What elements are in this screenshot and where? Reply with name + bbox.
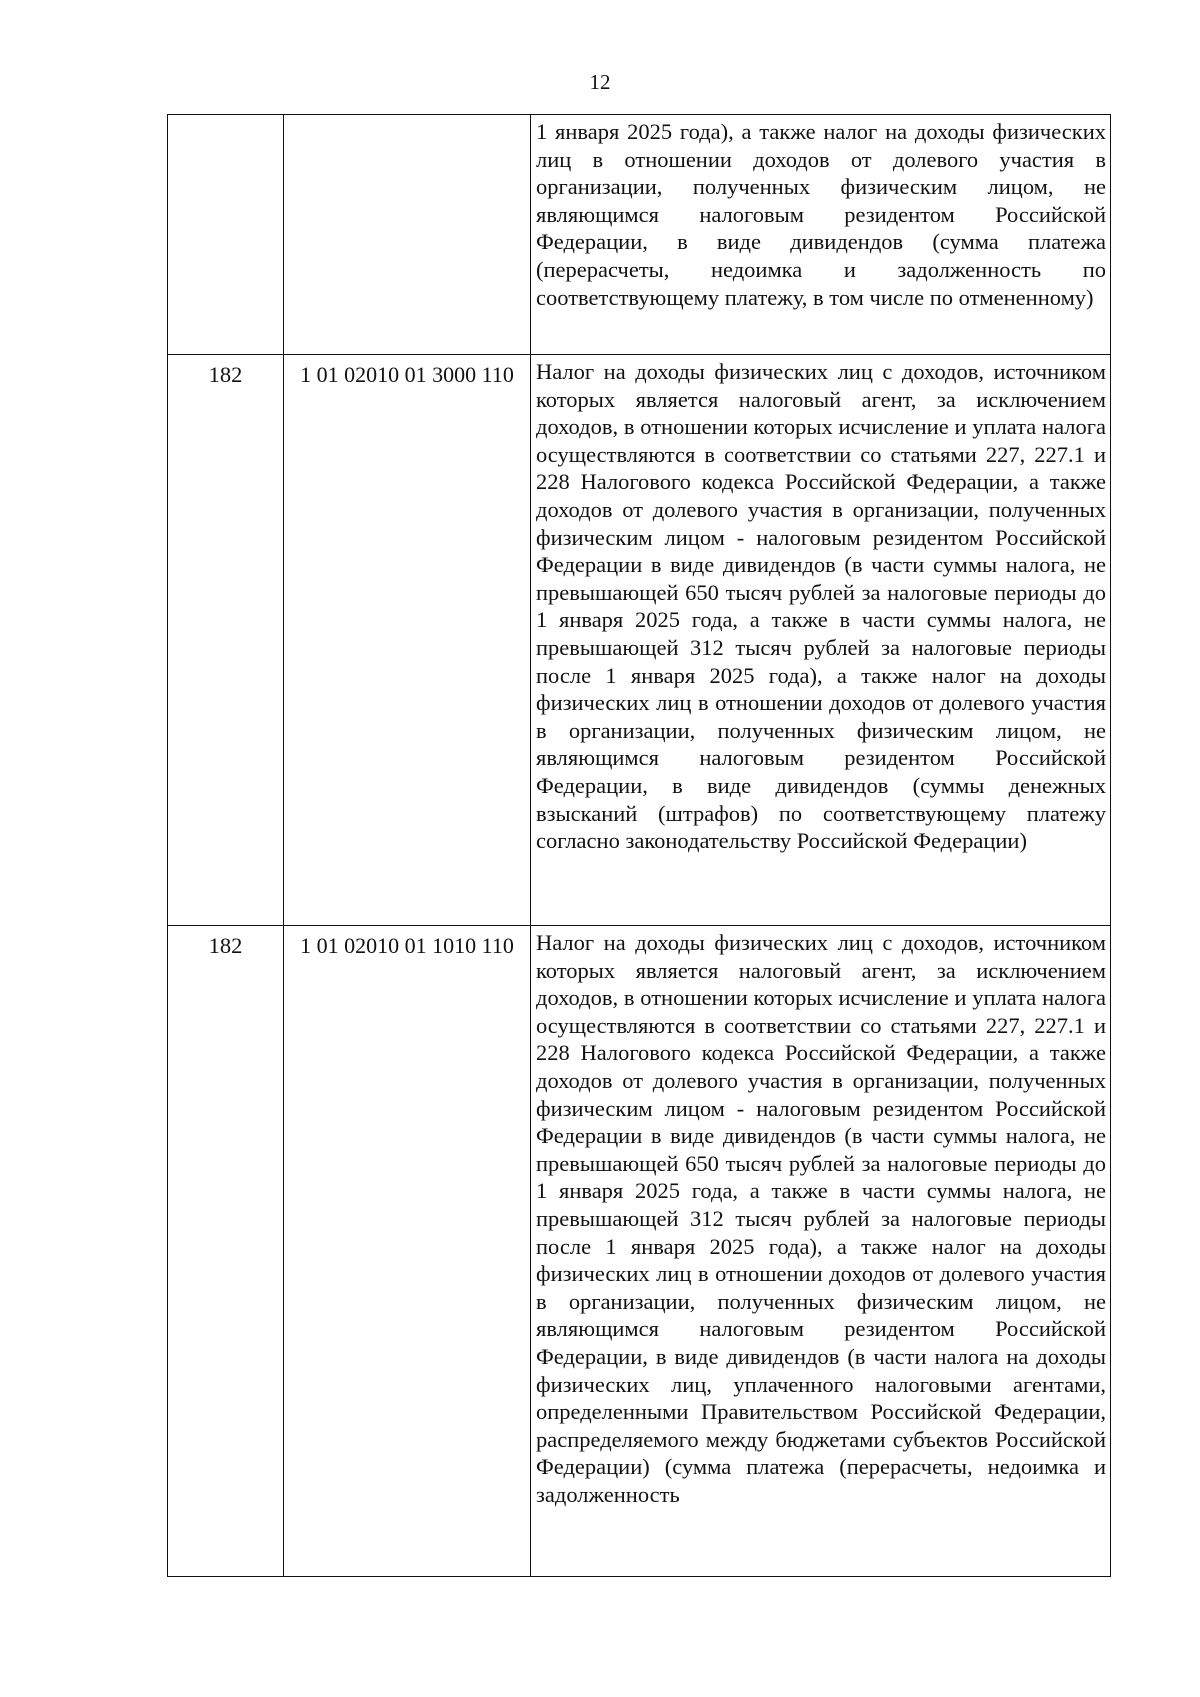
- admin-code-cell: 182: [168, 926, 284, 1577]
- kbk-code-cell: 1 01 02010 01 3000 110: [284, 355, 531, 926]
- admin-code-cell: [168, 115, 284, 355]
- kbk-code-cell: 1 01 02010 01 1010 110: [284, 926, 531, 1577]
- admin-code-cell: 182: [168, 355, 284, 926]
- kbk-code-cell: [284, 115, 531, 355]
- description-cell: 1 января 2025 года), а также налог на доходы физических лиц в отношении доходов от долевого участия в организации, полученных физическим лицом, не являющимся налоговым резидентом Российской Федерации, в виде дивидендов (сумма платежа (перерасчеты, недоимка и задолженность по соответствующему платежу, в том числе по отмененному): [531, 115, 1111, 355]
- table-row: [168, 355, 1111, 926]
- budget-codes-table: [167, 114, 1111, 1577]
- table-row: [168, 115, 1111, 355]
- page-number: 12: [589, 70, 611, 94]
- description-cell: Налог на доходы физических лиц с доходов, источником которых является налоговый агент, за исключением доходов, в отношении которых исчисление и уплата налога осуществляются в соответствии со статьями 227, 227.1 и 228 Налогового кодекса Российской Федерации, а также доходов от долевого участия в организации, полученных физическим лицом - налоговым резидентом Российской Федерации в виде дивидендов (в части суммы налога, не превышающей 650 тысяч рублей за налоговые периоды до 1 января 2025 года, а также в части суммы налога, не превышающей 312 тысяч рублей за налоговые периоды после 1 января 2025 года), а также налог на доходы физических лиц в отношении доходов от долевого участия в организации, полученных физическим лицом, не являющимся налоговым резидентом Российской Федерации, в виде дивидендов (в части налога на доходы физических лиц, уплаченного налоговыми агентами, определенными Правительством Российской Федерации, распределяемого между бюджетами субъектов Российской Федерации) (сумма платежа (перерасчеты, недоимка и задолженность: [531, 926, 1111, 1577]
- description-cell: Налог на доходы физических лиц с доходов, источником которых является налоговый агент, за исключением доходов, в отношении которых исчисление и уплата налога осуществляются в соответствии со статьями 227, 227.1 и 228 Налогового кодекса Российской Федерации, а также доходов от долевого участия в организации, полученных физическим лицом - налоговым резидентом Российской Федерации в виде дивидендов (в части суммы налога, не превышающей 650 тысяч рублей за налоговые периоды до 1 января 2025 года, а также в части суммы налога, не превышающей 312 тысяч рублей за налоговые периоды после 1 января 2025 года), а также налог на доходы физических лиц в отношении доходов от долевого участия в организации, полученных физическим лицом, не являющимся налоговым резидентом Российской Федерации, в виде дивидендов (суммы денежных взысканий (штрафов) по соответствующему платежу согласно законодательству Российской Федерации): [531, 355, 1111, 926]
- table-row: [168, 926, 1111, 1577]
